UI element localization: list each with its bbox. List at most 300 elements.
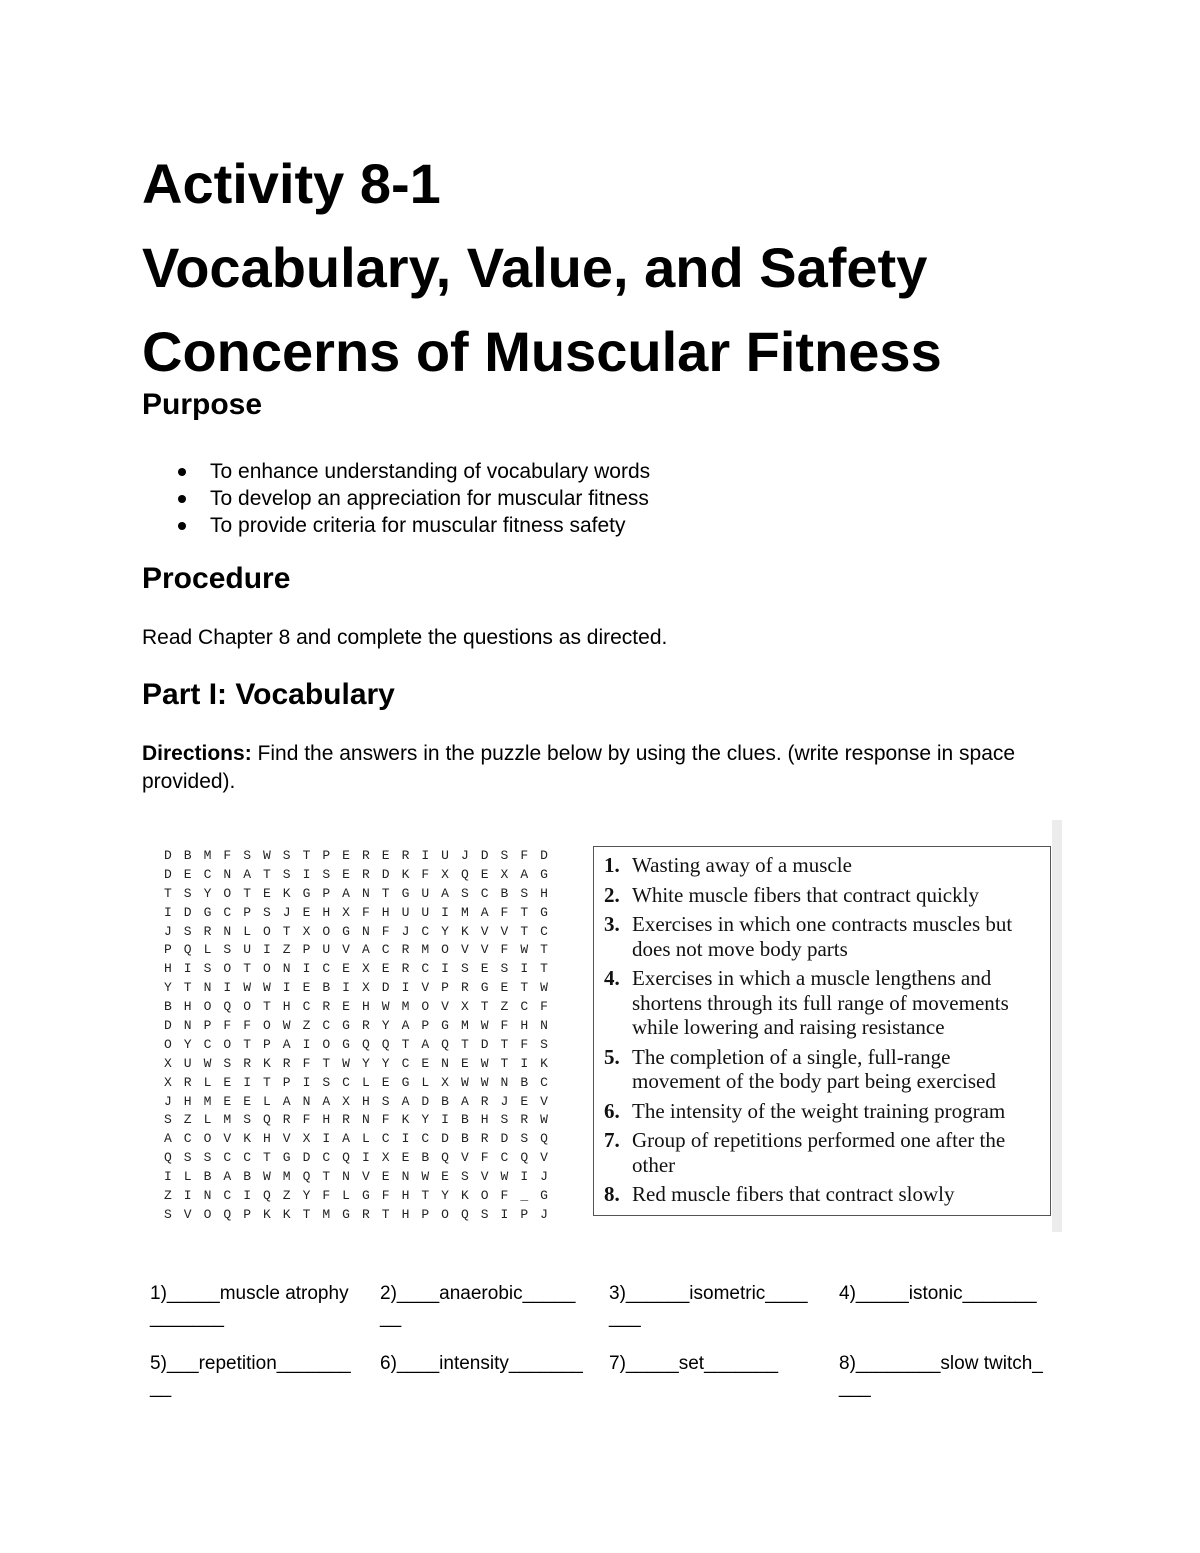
grid-letter: I (302, 866, 311, 882)
grid-letter: E (381, 848, 390, 863)
grid-letter: R (361, 848, 370, 863)
purpose-list (142, 458, 650, 539)
grid-row (164, 1075, 560, 1094)
grid-letter: L (342, 1188, 350, 1204)
grid-letter: Q (262, 1188, 271, 1204)
grid-letter: P (302, 942, 311, 958)
grid-letter: I (164, 1169, 172, 1185)
grid-letter: X (500, 866, 509, 882)
grid-letter: D (480, 848, 489, 863)
grid-letter: E (381, 961, 390, 977)
grid-letter: P (421, 1018, 430, 1034)
grid-letter: J (282, 904, 291, 920)
grid-letter: C (203, 1036, 212, 1052)
grid-letter: E (441, 1169, 449, 1185)
grid-letter: O (223, 1036, 232, 1052)
grid-letter: P (262, 1036, 271, 1052)
grid-letter: Y (441, 1188, 449, 1204)
grid-letter: M (401, 999, 410, 1015)
purpose-item: To develop an appreciation for muscular fitness (142, 485, 650, 512)
grid-letter: H (480, 1112, 489, 1128)
grid-letter: U (441, 848, 449, 863)
grid-letter: E (500, 980, 509, 996)
grid-letter: C (381, 942, 390, 958)
grid-letter: G (342, 1206, 350, 1222)
purpose-item: To provide criteria for muscular fitness safety (142, 512, 650, 539)
grid-letter: H (401, 1188, 410, 1204)
grid-row (164, 1207, 560, 1226)
grid-letter: X (164, 1055, 172, 1071)
grid-letter: Q (381, 1036, 390, 1052)
grid-letter: E (302, 904, 311, 920)
grid-letter: T (540, 942, 548, 958)
grid-letter: T (282, 923, 291, 939)
grid-letter: T (243, 885, 251, 901)
grid-letter: S (243, 848, 251, 863)
grid-letter: W (540, 980, 548, 996)
grid-letter: Q (223, 999, 232, 1015)
grid-letter: M (421, 942, 430, 958)
grid-letter: K (243, 1131, 251, 1147)
grid-letter: V (480, 1169, 489, 1185)
grid-letter: D (381, 866, 390, 882)
grid-letter: S (520, 885, 529, 901)
grid-letter: W (520, 942, 529, 958)
grid-letter: U (243, 942, 251, 958)
grid-letter: O (203, 1131, 212, 1147)
scan-shadow (1052, 820, 1062, 1232)
grid-letter: A (164, 1131, 172, 1147)
grid-letter: D (302, 1150, 311, 1166)
grid-letter: G (540, 1188, 548, 1204)
grid-letter: C (183, 1131, 192, 1147)
grid-letter: P (243, 1206, 251, 1222)
grid-letter: S (381, 1093, 390, 1109)
grid-letter: O (421, 999, 430, 1015)
grid-letter: F (540, 999, 548, 1015)
grid-letter: U (322, 942, 331, 958)
grid-row (164, 886, 560, 905)
clues-box (593, 846, 1051, 1216)
grid-letter: V (183, 1206, 192, 1222)
clue-text: Exercises in which a muscle lengthens and shortens through its full range of movements while lowering and raising resistance (632, 966, 1009, 1039)
part1-heading: Part I: Vocabulary (142, 678, 395, 711)
grid-letter: A (223, 1169, 232, 1185)
answer-row (150, 1282, 1080, 1352)
grid-letter: M (203, 848, 212, 863)
grid-letter: X (302, 1131, 311, 1147)
grid-row (164, 1037, 560, 1056)
grid-letter: T (183, 980, 192, 996)
grid-letter: G (302, 885, 311, 901)
grid-letter: F (480, 1150, 489, 1166)
grid-letter: O (223, 961, 232, 977)
grid-letter: X (342, 904, 350, 920)
answer-row (150, 1352, 1080, 1422)
grid-letter: H (401, 1206, 410, 1222)
grid-letter: C (223, 1150, 232, 1166)
directions-label: Directions: (142, 742, 252, 765)
grid-letter: K (401, 1112, 410, 1128)
grid-letter: Q (540, 1131, 548, 1147)
grid-letter: O (441, 942, 449, 958)
grid-letter: A (460, 1093, 469, 1109)
clue-text: White muscle fibers that contract quickly (632, 882, 979, 907)
grid-letter: N (203, 1188, 212, 1204)
grid-letter: G (540, 904, 548, 920)
grid-letter: S (164, 1206, 172, 1222)
grid-letter: H (322, 1112, 331, 1128)
grid-letter: R (361, 1018, 370, 1034)
grid-letter: C (243, 1150, 251, 1166)
grid-letter: O (441, 1206, 449, 1222)
grid-letter: E (401, 1150, 410, 1166)
grid-letter: G (401, 885, 410, 901)
grid-letter: R (520, 1112, 529, 1128)
grid-letter: Q (342, 1150, 350, 1166)
grid-letter: R (401, 942, 410, 958)
grid-row (164, 961, 560, 980)
grid-letter: Y (381, 1055, 390, 1071)
grid-letter: V (282, 1131, 291, 1147)
grid-letter: G (342, 1018, 350, 1034)
procedure-heading: Procedure (142, 562, 291, 595)
grid-letter: I (262, 942, 271, 958)
grid-letter: O (262, 1018, 271, 1034)
grid-letter: I (302, 1074, 311, 1090)
grid-letter: C (322, 1018, 331, 1034)
grid-letter: K (262, 1206, 271, 1222)
grid-letter: C (223, 1188, 232, 1204)
grid-letter: L (183, 1169, 192, 1185)
grid-letter: I (401, 1131, 410, 1147)
grid-letter: E (381, 1169, 390, 1185)
grid-letter: F (381, 923, 390, 939)
grid-letter: Q (520, 1150, 529, 1166)
grid-letter: Y (441, 923, 449, 939)
grid-letter: S (500, 961, 509, 977)
grid-letter: T (401, 1036, 410, 1052)
word-search-puzzle (152, 820, 1062, 1232)
grid-letter: D (540, 848, 548, 863)
grid-letter: N (401, 1169, 410, 1185)
grid-letter: O (262, 923, 271, 939)
grid-letter: O (164, 1036, 172, 1052)
grid-letter: B (460, 1131, 469, 1147)
grid-letter: S (282, 866, 291, 882)
grid-letter: I (302, 961, 311, 977)
grid-letter: R (342, 1112, 350, 1128)
clue-text: Red muscle fibers that contract slowly (632, 1182, 955, 1206)
grid-letter: F (361, 904, 370, 920)
grid-letter: N (302, 1093, 311, 1109)
grid-letter: I (520, 961, 529, 977)
grid-letter: O (480, 1188, 489, 1204)
grid-letter: A (421, 1036, 430, 1052)
grid-letter: K (540, 1055, 548, 1071)
grid-letter: D (441, 1131, 449, 1147)
grid-letter: T (520, 980, 529, 996)
grid-letter: T (164, 885, 172, 901)
grid-letter: E (302, 980, 311, 996)
grid-letter: G (441, 1018, 449, 1034)
grid-letter: A (322, 1093, 331, 1109)
grid-letter: Y (381, 1018, 390, 1034)
grid-letter: R (282, 1055, 291, 1071)
grid-letter: R (322, 999, 331, 1015)
grid-letter: O (262, 961, 271, 977)
grid-letter: V (480, 923, 489, 939)
grid-letter: W (342, 1055, 350, 1071)
grid-letter: T (500, 1055, 509, 1071)
grid-letter: W (480, 1018, 489, 1034)
grid-letter: A (282, 1093, 291, 1109)
grid-letter: E (421, 1055, 430, 1071)
grid-letter: C (223, 904, 232, 920)
grid-letter: G (342, 923, 350, 939)
clue-number: 3. (604, 912, 620, 936)
grid-letter: U (183, 1055, 192, 1071)
grid-letter: W (540, 1112, 548, 1128)
grid-letter: A (401, 1018, 410, 1034)
grid-letter: S (322, 866, 331, 882)
grid-letter: H (262, 1131, 271, 1147)
grid-letter: V (441, 999, 449, 1015)
grid-letter: P (243, 904, 251, 920)
grid-row (164, 1056, 560, 1075)
grid-letter: Y (361, 1055, 370, 1071)
grid-letter: M (460, 904, 469, 920)
purpose-heading: Purpose (142, 388, 263, 421)
grid-letter: C (322, 1150, 331, 1166)
clue-item (604, 1099, 1042, 1124)
clue-text: Exercises in which one contracts muscles but does not move body parts (632, 912, 1013, 961)
grid-letter: A (342, 1131, 350, 1147)
grid-letter: W (381, 999, 390, 1015)
grid-letter: D (421, 1093, 430, 1109)
grid-letter: S (460, 1169, 469, 1185)
grid-letter: Q (223, 1206, 232, 1222)
grid-letter: F (421, 866, 430, 882)
grid-letter: Y (302, 1188, 311, 1204)
grid-letter: Q (441, 1150, 449, 1166)
grid-row (164, 942, 560, 961)
grid-letter: I (342, 980, 350, 996)
clue-number: 8. (604, 1182, 620, 1206)
grid-letter: V (540, 1093, 548, 1109)
grid-letter: F (223, 1018, 232, 1034)
grid-letter: E (243, 1093, 251, 1109)
grid-letter: J (164, 1093, 172, 1109)
grid-letter: M (460, 1018, 469, 1034)
clue-number: 4. (604, 966, 620, 990)
answer-1: 1)_____muscle atrophy_______ (150, 1283, 349, 1328)
grid-letter: P (322, 885, 331, 901)
grid-letter: R (183, 1074, 192, 1090)
clue-item (604, 883, 1042, 908)
grid-letter: Q (302, 1169, 311, 1185)
grid-letter: P (282, 1074, 291, 1090)
clue-item (604, 853, 1042, 878)
grid-row (164, 1112, 560, 1131)
grid-letter: Y (203, 885, 212, 901)
grid-letter: S (164, 1112, 172, 1128)
grid-letter: X (361, 980, 370, 996)
grid-letter: N (540, 1018, 548, 1034)
grid-letter: E (342, 961, 350, 977)
grid-letter: C (480, 885, 489, 901)
grid-letter: C (540, 1074, 548, 1090)
grid-letter: E (342, 999, 350, 1015)
grid-letter: X (164, 1074, 172, 1090)
grid-letter: T (262, 999, 271, 1015)
grid-letter: F (381, 1188, 390, 1204)
grid-row (164, 999, 560, 1018)
grid-letter: N (441, 1055, 449, 1071)
grid-letter: Z (302, 1018, 311, 1034)
grid-letter: M (282, 1169, 291, 1185)
grid-letter: E (381, 1074, 390, 1090)
grid-letter: W (262, 848, 271, 863)
grid-letter: C (342, 1074, 350, 1090)
title-line-3: Concerns of Muscular Fitness (142, 320, 942, 383)
clue-item (604, 912, 1042, 961)
clue-number: 7. (604, 1128, 620, 1152)
grid-letter: H (540, 885, 548, 901)
clue-text: Group of repetitions performed one after the other (632, 1128, 1006, 1177)
directions-body: Find the answers in the puzzle below by using the clues. (write response in space provided). (142, 742, 1016, 793)
grid-letter: I (243, 1188, 251, 1204)
grid-letter: R (361, 866, 370, 882)
grid-letter: I (302, 1036, 311, 1052)
grid-letter: P (203, 1018, 212, 1034)
grid-letter: S (203, 1150, 212, 1166)
grid-letter: S (480, 1206, 489, 1222)
grid-letter: I (441, 904, 449, 920)
grid-letter: A (401, 1093, 410, 1109)
grid-letter: F (302, 1055, 311, 1071)
grid-letter: F (243, 1018, 251, 1034)
grid-letter: B (520, 1074, 529, 1090)
grid-letter: T (243, 1036, 251, 1052)
grid-letter: I (441, 1112, 449, 1128)
grid-letter: Y (421, 1112, 430, 1128)
grid-letter: I (243, 1074, 251, 1090)
grid-letter: D (500, 1131, 509, 1147)
grid-letter: C (322, 961, 331, 977)
grid-letter: E (262, 885, 271, 901)
grid-letter: I (183, 961, 192, 977)
grid-letter: V (540, 1150, 548, 1166)
grid-letter: G (342, 1036, 350, 1052)
grid-letter: R (460, 980, 469, 996)
grid-letter: V (480, 942, 489, 958)
grid-letter: Z (164, 1188, 172, 1204)
grid-letter: V (342, 942, 350, 958)
grid-row (164, 1094, 560, 1113)
grid-row (164, 1018, 560, 1037)
grid-letter: D (183, 904, 192, 920)
grid-letter: N (361, 885, 370, 901)
grid-letter: I (520, 1055, 529, 1071)
grid-letter: E (223, 1074, 232, 1090)
grid-letter: J (460, 848, 469, 863)
grid-letter: W (262, 980, 271, 996)
grid-letter: C (500, 1150, 509, 1166)
grid-letter: T (262, 866, 271, 882)
grid-letter: L (421, 1074, 430, 1090)
clue-number: 5. (604, 1044, 620, 1069)
grid-letter: E (480, 866, 489, 882)
grid-letter: G (203, 904, 212, 920)
purpose-item: To enhance understanding of vocabulary words (142, 458, 650, 485)
grid-letter: E (183, 866, 192, 882)
grid-letter: H (164, 961, 172, 977)
clue-text: Wasting away of a muscle (632, 853, 852, 877)
grid-letter: K (282, 885, 291, 901)
grid-letter: S (183, 885, 192, 901)
grid-letter: S (243, 1112, 251, 1128)
grid-letter: K (262, 1055, 271, 1071)
grid-letter: E (342, 866, 350, 882)
grid-letter: T (262, 1150, 271, 1166)
grid-letter: B (421, 1150, 430, 1166)
grid-letter: T (421, 1188, 430, 1204)
grid-letter: I (520, 1169, 529, 1185)
grid-letter: N (203, 980, 212, 996)
grid-letter: T (322, 1169, 331, 1185)
grid-letter: R (361, 1206, 370, 1222)
grid-letter: A (243, 866, 251, 882)
grid-letter: C (203, 866, 212, 882)
grid-letter: T (322, 1055, 331, 1071)
grid-letter: K (282, 1206, 291, 1222)
grid-letter: T (540, 961, 548, 977)
grid-letter: O (322, 923, 331, 939)
grid-letter: C (540, 923, 548, 939)
grid-letter: C (421, 961, 430, 977)
grid-letter: V (223, 1131, 232, 1147)
grid-letter: F (500, 1188, 509, 1204)
grid-letter: P (322, 848, 331, 863)
grid-letter: D (381, 980, 390, 996)
answer-4: 4)_____istonic_______ (839, 1283, 1037, 1304)
grid-letter: F (322, 1188, 331, 1204)
grid-letter: W (421, 1169, 430, 1185)
grid-letter: F (520, 848, 529, 863)
clue-number: 1. (604, 853, 620, 877)
grid-row (164, 980, 560, 999)
grid-letter: S (520, 1131, 529, 1147)
grid-letter: A (480, 904, 489, 920)
clue-item (604, 1128, 1042, 1177)
grid-letter: I (421, 848, 430, 863)
grid-letter: B (203, 1169, 212, 1185)
directions-text (142, 740, 1072, 796)
grid-letter: J (540, 1206, 548, 1222)
grid-letter: S (203, 961, 212, 977)
grid-row (164, 924, 560, 943)
grid-letter: D (164, 866, 172, 882)
grid-letter: N (500, 1074, 509, 1090)
grid-letter: J (540, 1169, 548, 1185)
clue-item (604, 1045, 1042, 1094)
grid-letter: S (460, 961, 469, 977)
grid-letter: B (460, 1112, 469, 1128)
answer-section (150, 1282, 1080, 1422)
grid-letter: N (361, 923, 370, 939)
grid-letter: O (322, 1036, 331, 1052)
